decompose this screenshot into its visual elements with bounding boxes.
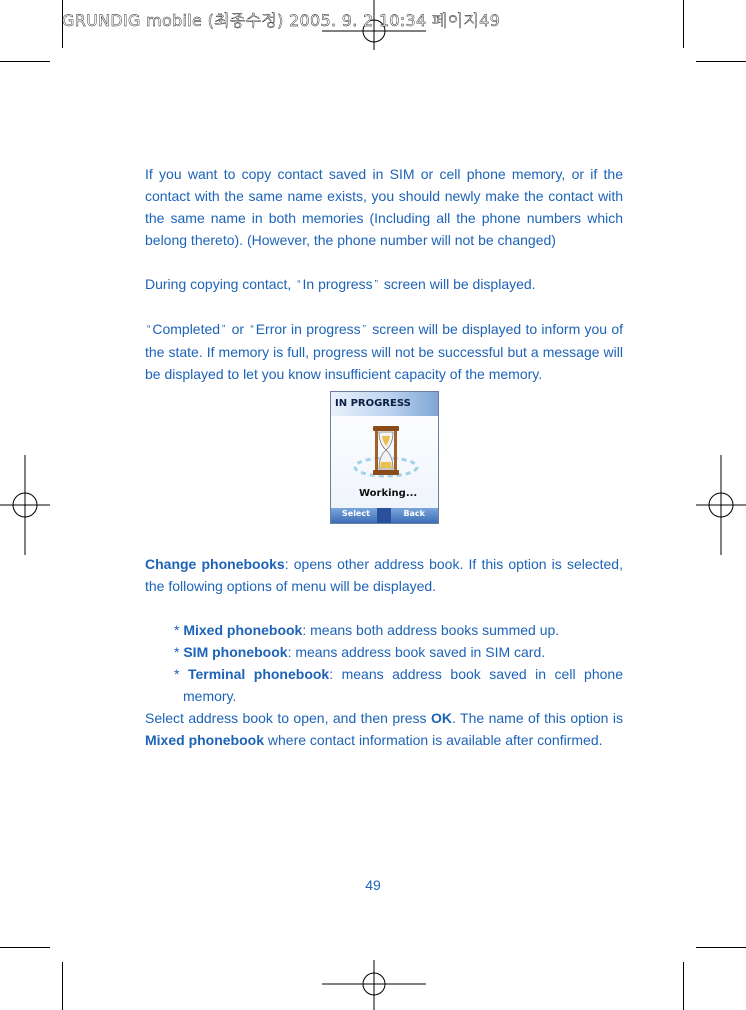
paragraph-in-progress: During copying contact, “ In progress ” screen will be displayed. <box>145 276 536 292</box>
softkey-bar <box>331 508 438 523</box>
phone-screen-status: Working... <box>359 488 418 499</box>
crop-mark <box>0 947 50 948</box>
registration-mark-right <box>696 455 746 555</box>
crop-mark <box>696 61 746 62</box>
crop-mark <box>683 962 684 1010</box>
crop-mark <box>62 962 63 1010</box>
crop-mark <box>683 0 684 48</box>
registration-mark-left <box>0 455 50 555</box>
crop-mark <box>0 61 50 62</box>
softkey-back[interactable]: Back <box>403 509 425 518</box>
softkey-center <box>377 508 391 523</box>
page-number: 49 <box>365 877 381 893</box>
crop-mark <box>696 947 746 948</box>
paragraph-select-address-book: Select address book to open, and then press OK. The name of this option is Mixed phonebook where contact information is available after confirmed. <box>145 710 623 748</box>
body-text <box>145 163 623 385</box>
phone-screen-title: IN PROGRESS <box>331 392 438 416</box>
softkey-select[interactable]: Select <box>342 509 370 518</box>
paragraph-completed: “ Completed ” or “ Error in progress ” screen will be displayed to inform you of the state. If memory is full, progress will not be successful but a message will be displayed to let you know insufficient capacity of the memory. <box>145 321 624 382</box>
option-sim-phonebook: * SIM phonebook: means address book saved in SIM card. <box>174 644 546 660</box>
paragraph-copy-contact: If you want to copy contact saved in SIM or cell phone memory, or if the contact with the same name exists, you should newly make the contact with the same name in both memories (Including all the phone numbers which belong thereto). (However, the phone number will not be changed) <box>145 166 623 248</box>
print-slug: GRUNDIG mobile (최종수정) 2005. 9. 2 10:34 페이지49 <box>62 11 501 30</box>
hourglass-icon <box>353 422 419 482</box>
option-terminal-phonebook: * Terminal phonebook: means address book saved in cell phone memory. <box>174 666 623 704</box>
paragraph-change-phonebooks: Change phonebooks: opens other address book. If this option is selected, the following options of menu will be displayed. <box>145 556 623 594</box>
registration-mark-bottom <box>322 960 426 1010</box>
body-text-lower <box>145 553 623 751</box>
option-mixed-phonebook: * Mixed phonebook: means both address books summed up. <box>174 622 560 638</box>
phone-screen-in-progress <box>330 391 439 524</box>
